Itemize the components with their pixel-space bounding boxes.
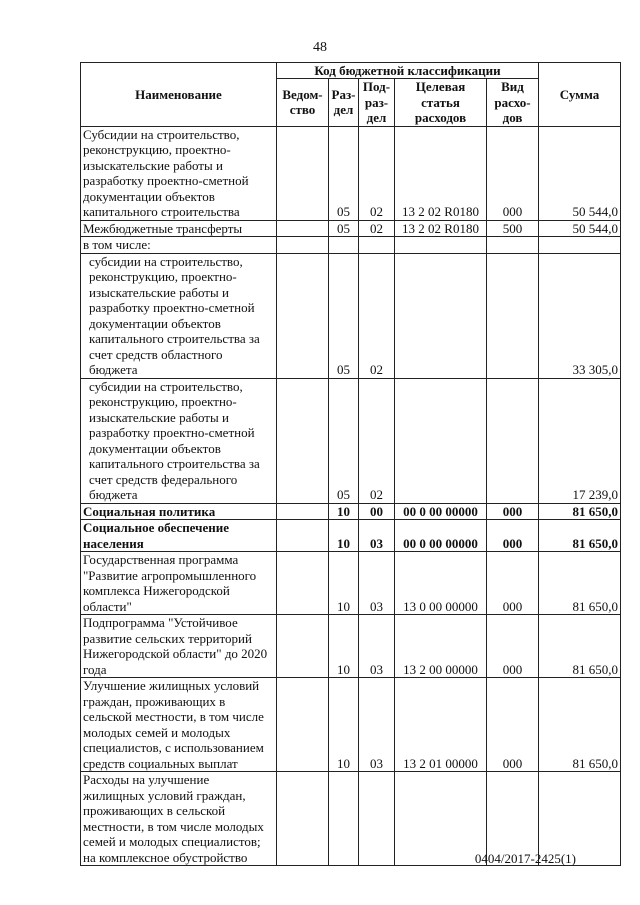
row-department [277, 678, 329, 772]
row-sum: 81 650,0 [539, 520, 621, 552]
row-subsection: 00 [359, 503, 395, 520]
row-target-article: 13 2 00 00000 [395, 615, 487, 678]
row-sum: 50 544,0 [539, 220, 621, 237]
row-target-article: 13 2 02 R0180 [395, 126, 487, 220]
table-body [81, 126, 621, 866]
row-name: субсидии на строительство, реконструкцию, проектно- изыскательские работы и разработку проектно-сметной документации объектов капитального строительства за счет средств областного бюджета [81, 253, 277, 378]
table-row [81, 220, 621, 237]
row-sum [539, 237, 621, 254]
row-name: в том числе: [81, 237, 277, 254]
row-target-article: 13 2 02 R0180 [395, 220, 487, 237]
row-name: Улучшение жилищных условий граждан, проживающих в сельской местности, в том числе молодых семей и молодых специалистов, с использованием средств социальных выплат [81, 678, 277, 772]
row-department [277, 220, 329, 237]
row-department [277, 378, 329, 503]
document-code: 0404/2017-2425(1) [474, 851, 576, 866]
row-target-article: 00 0 00 00000 [395, 503, 487, 520]
row-department [277, 253, 329, 378]
row-expense-type: 000 [487, 520, 539, 552]
row-expense-type: 000 [487, 678, 539, 772]
row-expense-type: 500 [487, 220, 539, 237]
row-section: 05 [329, 220, 359, 237]
row-department [277, 126, 329, 220]
row-target-article: 13 2 01 00000 [395, 678, 487, 772]
row-subsection: 03 [359, 552, 395, 615]
row-name: Межбюджетные трансферты [81, 220, 277, 237]
table-row [81, 253, 621, 378]
table-row [81, 378, 621, 503]
row-sum: 81 650,0 [539, 615, 621, 678]
row-expense-type [487, 378, 539, 503]
row-sum: 33 305,0 [539, 253, 621, 378]
row-section: 10 [329, 503, 359, 520]
row-expense-type [487, 237, 539, 254]
row-subsection: 02 [359, 378, 395, 503]
row-target-article [395, 237, 487, 254]
row-subsection: 03 [359, 520, 395, 552]
row-department [277, 520, 329, 552]
row-department [277, 615, 329, 678]
row-section [329, 237, 359, 254]
row-subsection: 03 [359, 615, 395, 678]
row-subsection: 02 [359, 253, 395, 378]
row-sum: 81 650,0 [539, 552, 621, 615]
row-section: 10 [329, 678, 359, 772]
row-subsection: 02 [359, 220, 395, 237]
header-target-article: Целевая статья расходов [395, 79, 487, 127]
row-section [329, 772, 359, 866]
header-subsection: Под- раз- дел [359, 79, 395, 127]
row-section: 10 [329, 615, 359, 678]
row-sum: 17 239,0 [539, 378, 621, 503]
table-row [81, 678, 621, 772]
row-name: Социальная политика [81, 503, 277, 520]
row-name: субсидии на строительство, реконструкцию, проектно- изыскательские работы и разработку проектно-сметной документации объектов капитального строительства за счет средств федерального бюджета [81, 378, 277, 503]
row-department [277, 237, 329, 254]
row-subsection [359, 237, 395, 254]
row-expense-type: 000 [487, 503, 539, 520]
table-row [81, 615, 621, 678]
row-sum: 81 650,0 [539, 503, 621, 520]
table-row [81, 503, 621, 520]
row-subsection [359, 772, 395, 866]
header-section: Раз- дел [329, 79, 359, 127]
budget-table [80, 62, 621, 866]
header-classification-code: Код бюджетной классификации [277, 63, 539, 79]
header-sum: Сумма [539, 63, 621, 127]
table-row [81, 520, 621, 552]
row-expense-type: 000 [487, 615, 539, 678]
row-target-article: 00 0 00 00000 [395, 520, 487, 552]
row-section: 05 [329, 253, 359, 378]
header-name: Наименование [81, 63, 277, 127]
row-target-article [395, 253, 487, 378]
row-name: Государственная программа "Развитие агропромышленного комплекса Нижегородской области" [81, 552, 277, 615]
header-department: Ведом- ство [277, 79, 329, 127]
row-subsection: 03 [359, 678, 395, 772]
row-name: Подпрограмма "Устойчивое развитие сельских территорий Нижегородской области" до 2020 года [81, 615, 277, 678]
table-row [81, 552, 621, 615]
row-section: 10 [329, 552, 359, 615]
table-row [81, 126, 621, 220]
row-target-article [395, 378, 487, 503]
row-sum: 50 544,0 [539, 126, 621, 220]
row-name: Расходы на улучшение жилищных условий граждан, проживающих в сельской местности, в том числе молодых семей и молодых специалистов; на комплексное обустройство [81, 772, 277, 866]
row-target-article [395, 772, 487, 866]
table-row [81, 237, 621, 254]
row-department [277, 552, 329, 615]
row-target-article: 13 0 00 00000 [395, 552, 487, 615]
row-expense-type: 000 [487, 552, 539, 615]
page-number: 48 [313, 40, 327, 55]
row-name: Социальное обеспечение населения [81, 520, 277, 552]
row-section: 10 [329, 520, 359, 552]
row-subsection: 02 [359, 126, 395, 220]
row-expense-type [487, 253, 539, 378]
header-expense-type: Вид расхо- дов [487, 79, 539, 127]
row-section: 05 [329, 378, 359, 503]
row-sum: 81 650,0 [539, 678, 621, 772]
row-department [277, 772, 329, 866]
row-section: 05 [329, 126, 359, 220]
row-expense-type: 000 [487, 126, 539, 220]
row-department [277, 503, 329, 520]
row-name: Субсидии на строительство, реконструкцию, проектно- изыскательские работы и разработку проектно-сметной документации объектов капитального строительства [81, 126, 277, 220]
